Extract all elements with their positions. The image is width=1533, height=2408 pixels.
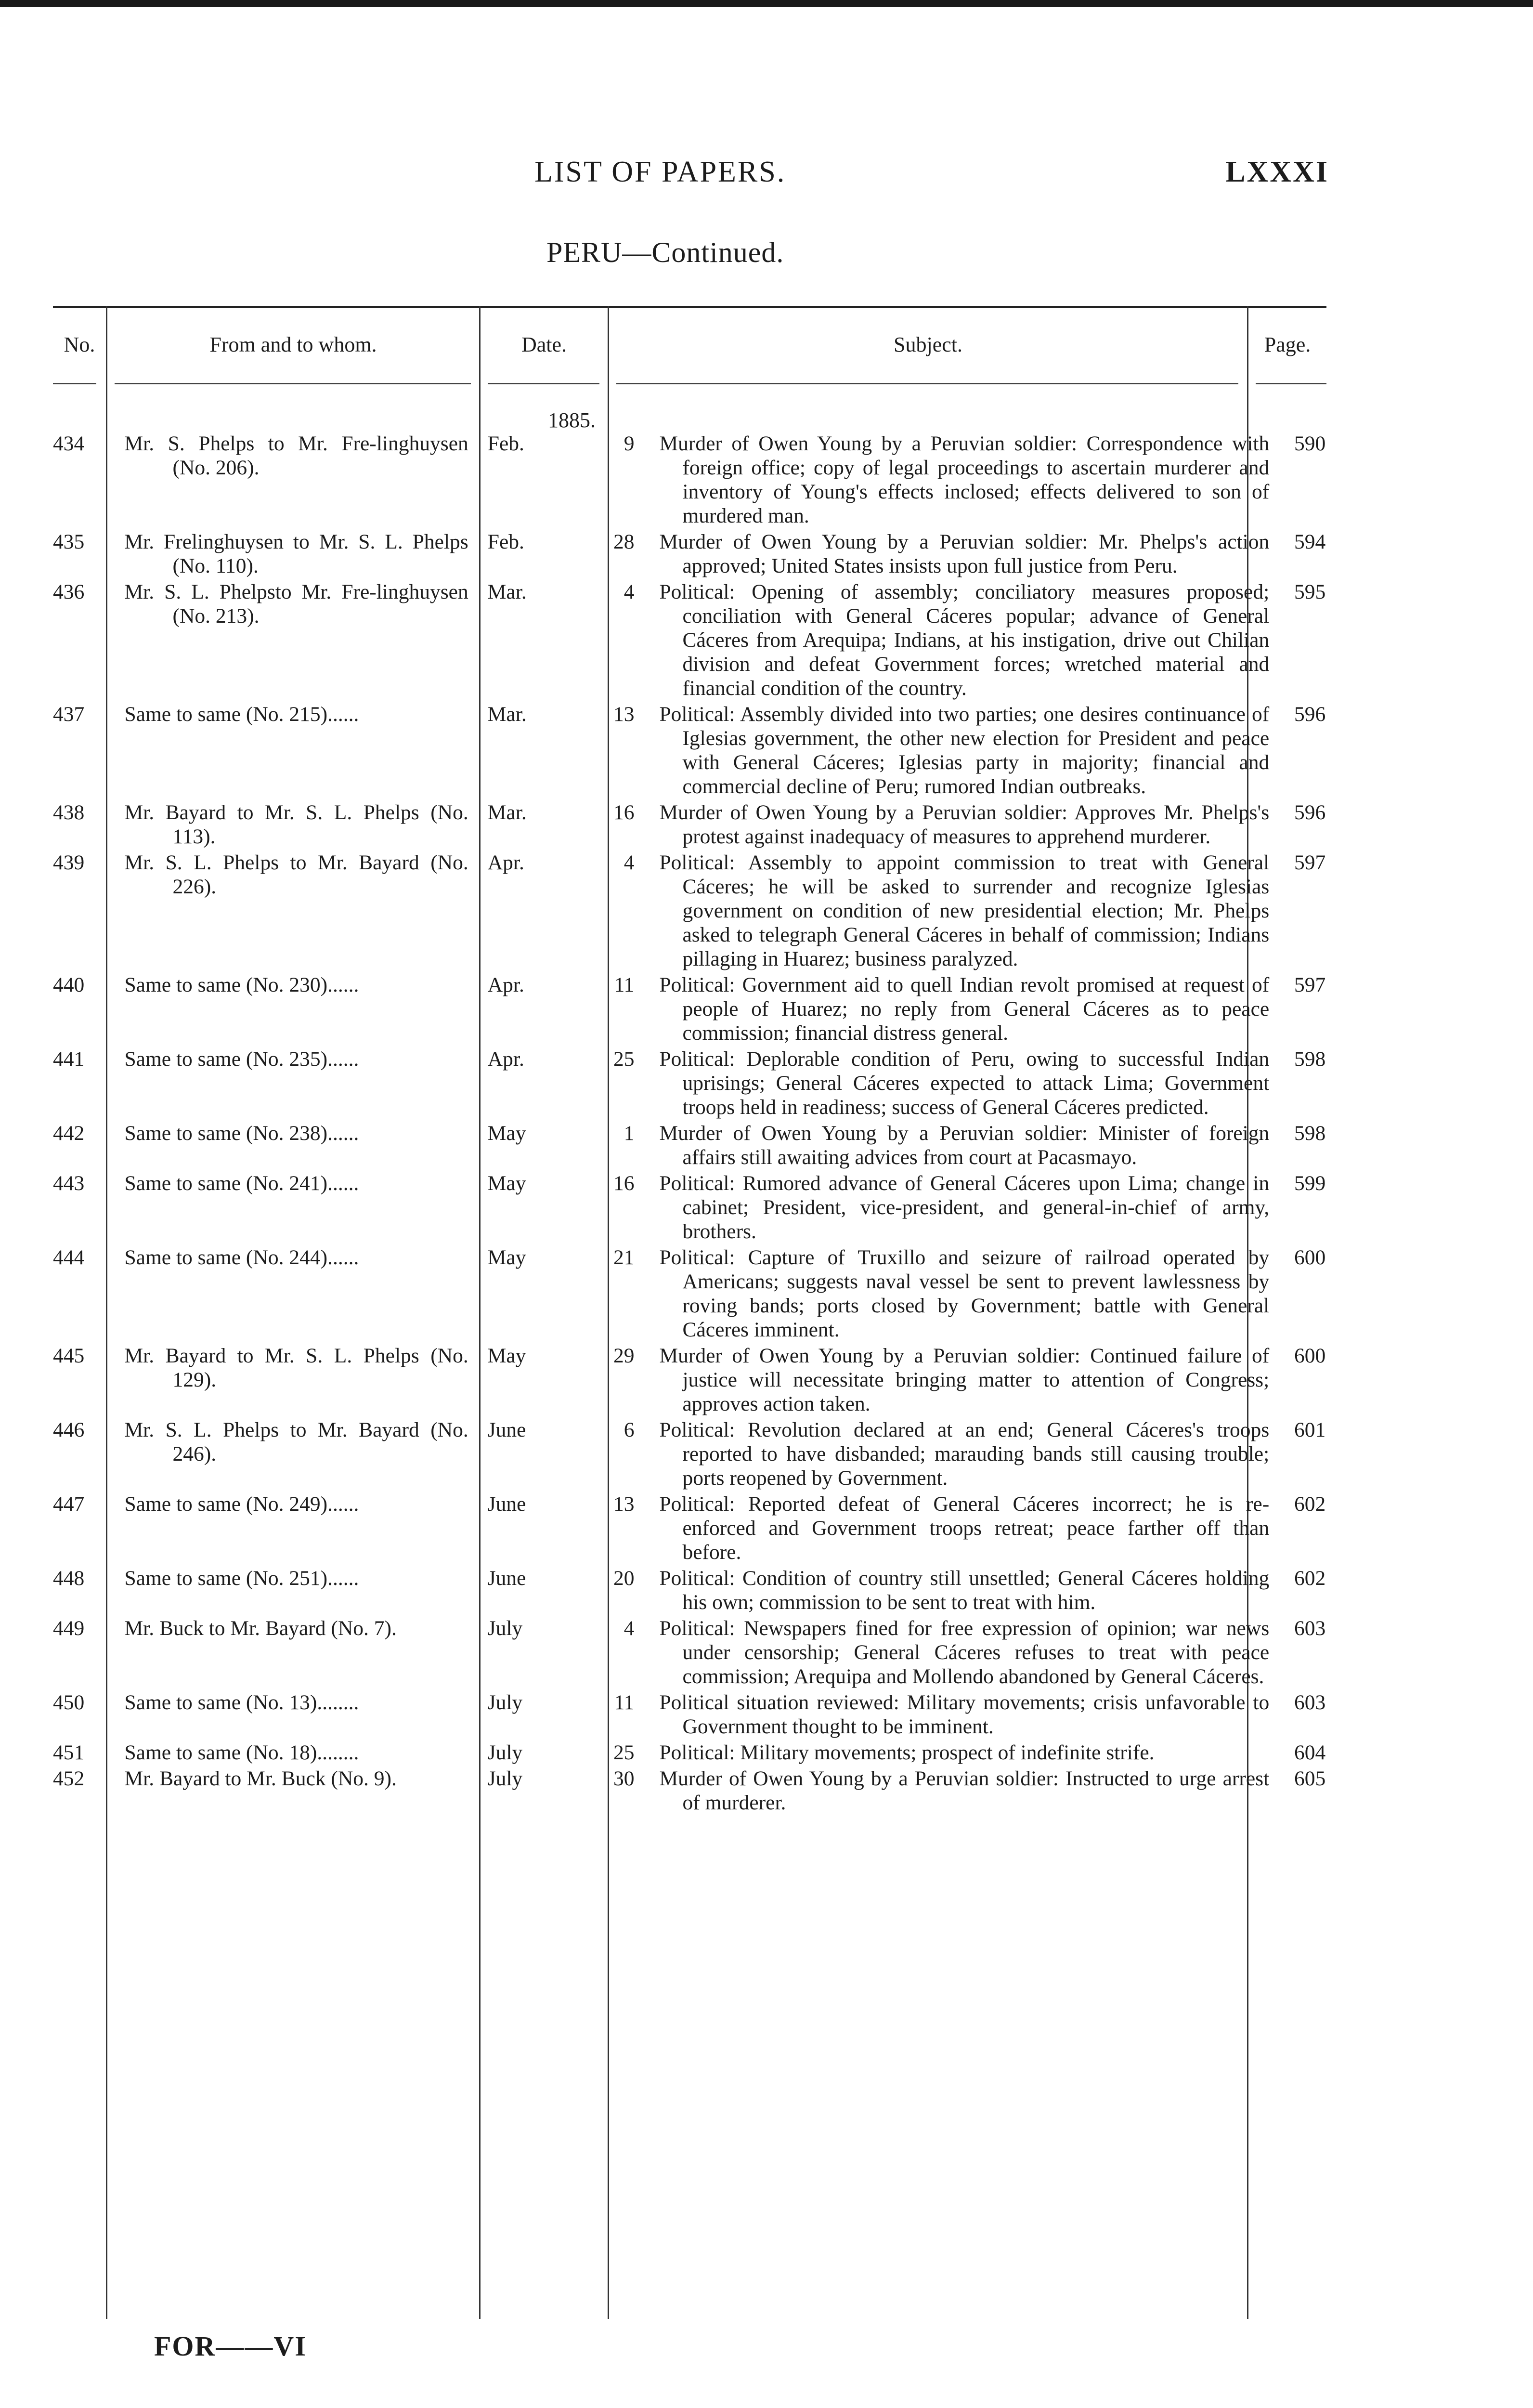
from-and-to: Same to same (No. 249)...... bbox=[124, 1492, 359, 1516]
signature-mark: FOR——VI bbox=[154, 2330, 307, 2362]
row-number: 448 bbox=[53, 1567, 85, 1590]
subject-text: Political: Assembly to appoint commission to treat with General Cáceres; he will be asked to surrender and recognize Iglesias government on condition of new presidential election; Mr. Phelps asked to telegraph General Cáceres in behalf of commission; Indians pillaging in Huarez; business paralyzed. bbox=[659, 851, 1270, 970]
from-and-to: Same to same (No. 215)...... bbox=[124, 703, 359, 726]
page-ref: 598 bbox=[1294, 1047, 1326, 1071]
row-container bbox=[53, 432, 1326, 1815]
table-top-rule bbox=[53, 306, 1326, 308]
date-day: 13 bbox=[613, 703, 635, 726]
table-row bbox=[53, 432, 1326, 528]
subject-text: Political: Condition of country still unsettled; General Cáceres holding his own; commission to be sent to treat with him. bbox=[659, 1567, 1270, 1614]
date-month: Apr. bbox=[487, 851, 524, 874]
row-date bbox=[478, 1418, 654, 1442]
column-header-page: Page. bbox=[1264, 333, 1311, 356]
row-date bbox=[478, 432, 654, 456]
date-month: July bbox=[487, 1767, 523, 1790]
table-row bbox=[53, 1121, 1326, 1169]
header-underline bbox=[616, 383, 1238, 384]
page-ref: 603 bbox=[1294, 1617, 1326, 1640]
row-number: 437 bbox=[53, 703, 85, 726]
date-day: 9 bbox=[624, 432, 635, 455]
from-and-to: Same to same (No. 235)...... bbox=[124, 1047, 359, 1071]
page-ref: 602 bbox=[1294, 1492, 1326, 1516]
from-and-to: Mr. Buck to Mr. Bayard (No. 7). bbox=[124, 1617, 397, 1640]
table-row bbox=[53, 973, 1326, 1045]
table-row bbox=[53, 1741, 1326, 1765]
row-number: 436 bbox=[53, 580, 85, 603]
subject-text: Murder of Owen Young by a Peruvian soldier: Instructed to urge arrest of murderer. bbox=[659, 1767, 1270, 1814]
date-month: Feb. bbox=[487, 432, 524, 455]
date-month: July bbox=[487, 1691, 523, 1714]
date-month: Feb. bbox=[487, 530, 524, 553]
row-number: 442 bbox=[53, 1122, 85, 1145]
top-edge-rule bbox=[0, 0, 1533, 7]
subject-text: Political situation reviewed: Military movements; crisis unfavorable to Government thought to be imminent. bbox=[659, 1691, 1270, 1738]
table-body bbox=[53, 409, 1326, 1817]
row-date bbox=[478, 702, 654, 726]
row-date bbox=[478, 1245, 654, 1269]
row-number: 451 bbox=[53, 1741, 85, 1764]
date-month: Mar. bbox=[487, 580, 527, 603]
page-ref: 604 bbox=[1294, 1741, 1326, 1764]
header-underline bbox=[115, 383, 471, 384]
page-numeral: LXXXI bbox=[1225, 156, 1329, 188]
year-text: 1885. bbox=[548, 408, 596, 432]
date-month: July bbox=[487, 1617, 523, 1640]
subject-text: Political: Rumored advance of General Cáceres upon Lima; change in cabinet; President, vice-president, and general-in-chief of army, brothers. bbox=[659, 1172, 1270, 1243]
subject-text: Political: Revolution declared at an end; General Cáceres's troops reported to have disbanded; marauding bands still causing trouble; ports reopened by Government. bbox=[659, 1418, 1270, 1490]
row-date bbox=[478, 1767, 654, 1791]
from-and-to: Mr. S. L. Phelps to Mr. Bayard (No. 246). bbox=[124, 1418, 468, 1466]
date-month: Apr. bbox=[487, 1047, 524, 1071]
subject-text: Murder of Owen Young by a Peruvian soldier: Approves Mr. Phelps's protest against inadequacy of measures to apprehend murderer. bbox=[659, 801, 1270, 848]
date-month: May bbox=[487, 1172, 526, 1195]
from-and-to: Mr. S. L. Phelpsto Mr. Fre-linghuysen (No. 213). bbox=[124, 580, 468, 628]
from-and-to: Mr. Frelinghuysen to Mr. S. L. Phelps (No. 110). bbox=[124, 530, 468, 577]
page-ref: 600 bbox=[1294, 1246, 1326, 1269]
date-day: 25 bbox=[613, 1047, 635, 1071]
table-row bbox=[53, 702, 1326, 798]
table-row bbox=[53, 580, 1326, 700]
date-day: 16 bbox=[613, 1172, 635, 1195]
row-date bbox=[478, 1690, 654, 1714]
row-number: 444 bbox=[53, 1246, 85, 1269]
date-day: 30 bbox=[613, 1767, 635, 1790]
row-number: 445 bbox=[53, 1344, 85, 1367]
column-header-subject: Subject. bbox=[894, 333, 962, 356]
from-and-to: Same to same (No. 244)...... bbox=[124, 1246, 359, 1269]
page-ref: 590 bbox=[1294, 432, 1326, 455]
from-and-to: Same to same (No. 13)........ bbox=[124, 1691, 359, 1714]
table-row bbox=[53, 1566, 1326, 1614]
page-ref: 603 bbox=[1294, 1691, 1326, 1714]
subject-text: Murder of Owen Young by a Peruvian soldier: Mr. Phelps's action approved; United States insists upon full justice from Peru. bbox=[659, 530, 1270, 577]
from-and-to: Mr. Bayard to Mr. S. L. Phelps (No. 129). bbox=[124, 1344, 468, 1391]
section-title: PERU—Continued. bbox=[546, 236, 784, 268]
date-day: 25 bbox=[613, 1741, 635, 1764]
date-day: 4 bbox=[624, 580, 635, 603]
date-month: June bbox=[487, 1567, 526, 1590]
page-ref: 598 bbox=[1294, 1122, 1326, 1145]
date-day: 28 bbox=[613, 530, 635, 553]
from-and-to: Mr. Bayard to Mr. S. L. Phelps (No. 113). bbox=[124, 801, 468, 848]
page-ref: 596 bbox=[1294, 801, 1326, 824]
table-row bbox=[53, 851, 1326, 971]
page-ref: 600 bbox=[1294, 1344, 1326, 1367]
column-header-from: From and to whom. bbox=[209, 333, 377, 356]
date-month: May bbox=[487, 1344, 526, 1367]
subject-text: Murder of Owen Young by a Peruvian soldier: Continued failure of justice will necessitate bringing matter to attention of Congress; approves action taken. bbox=[659, 1344, 1270, 1415]
date-day: 21 bbox=[613, 1246, 635, 1269]
date-day: 6 bbox=[624, 1418, 635, 1441]
date-month: Apr. bbox=[487, 973, 524, 996]
row-date bbox=[478, 800, 654, 824]
from-and-to: Same to same (No. 230)...... bbox=[124, 973, 359, 996]
row-number: 439 bbox=[53, 851, 85, 874]
date-day: 13 bbox=[613, 1492, 635, 1516]
row-number: 446 bbox=[53, 1418, 85, 1441]
table-row bbox=[53, 1767, 1326, 1815]
row-number: 438 bbox=[53, 801, 85, 824]
date-month: May bbox=[487, 1246, 526, 1269]
table-row bbox=[53, 800, 1326, 849]
subject-text: Political: Assembly divided into two parties; one desires continuance of Iglesias government, the other new election for President and peace with General Cáceres; Iglesias party in majority; financial and commercial decline of Peru; rumored Indian outbreaks. bbox=[659, 703, 1270, 798]
row-date bbox=[478, 1741, 654, 1765]
from-and-to: Mr. Bayard to Mr. Buck (No. 9). bbox=[124, 1767, 397, 1790]
page-ref: 599 bbox=[1294, 1172, 1326, 1195]
page-ref: 597 bbox=[1294, 973, 1326, 996]
row-date bbox=[478, 1047, 654, 1071]
header-underline bbox=[1256, 383, 1326, 384]
column-header-no: No. bbox=[64, 333, 95, 356]
subject-text: Political: Newspapers fined for free expression of opinion; war news under censorship; General Cáceres refuses to treat with peace commission; Arequipa and Mollendo abandoned by General Cáceres. bbox=[659, 1617, 1270, 1688]
date-month: June bbox=[487, 1492, 526, 1516]
table-row bbox=[53, 1047, 1326, 1119]
row-number: 435 bbox=[53, 530, 85, 553]
page-ref: 596 bbox=[1294, 703, 1326, 726]
subject-text: Political: Opening of assembly; conciliatory measures proposed; conciliation with General Cáceres popular; advance of General Cáceres from Arequipa; Indians, at his instigation, drive out Chilian division and defeat Government forces; wretched material and financial condition of the country. bbox=[659, 580, 1270, 700]
from-and-to: Same to same (No. 238)...... bbox=[124, 1122, 359, 1145]
row-number: 449 bbox=[53, 1617, 85, 1640]
table-row bbox=[53, 1690, 1326, 1739]
table-row bbox=[53, 1245, 1326, 1342]
header-underline bbox=[53, 383, 96, 384]
date-day: 4 bbox=[624, 851, 635, 874]
row-number: 443 bbox=[53, 1172, 85, 1195]
subject-text: Political: Government aid to quell Indian revolt promised at request of people of Huarez; no reply from General Cáceres as to peace commission; financial distress general. bbox=[659, 973, 1270, 1045]
date-month: May bbox=[487, 1122, 526, 1145]
year-label bbox=[53, 409, 1326, 432]
row-number: 447 bbox=[53, 1492, 85, 1516]
page-ref: 605 bbox=[1294, 1767, 1326, 1790]
row-date bbox=[478, 1492, 654, 1516]
table-row bbox=[53, 530, 1326, 578]
from-and-to: Same to same (No. 251)...... bbox=[124, 1567, 359, 1590]
row-number: 440 bbox=[53, 973, 85, 996]
row-date bbox=[478, 973, 654, 997]
row-date bbox=[478, 851, 654, 875]
table-row bbox=[53, 1418, 1326, 1490]
row-date bbox=[478, 530, 654, 554]
row-date bbox=[478, 1616, 654, 1640]
row-number: 434 bbox=[53, 432, 85, 455]
subject-text: Murder of Owen Young by a Peruvian soldier: Minister of foreign affairs still awaiting advices from court at Pacasmayo. bbox=[659, 1122, 1270, 1169]
from-and-to: Same to same (No. 241)...... bbox=[124, 1172, 359, 1195]
row-number: 441 bbox=[53, 1047, 85, 1071]
date-day: 20 bbox=[613, 1567, 635, 1590]
page-ref: 595 bbox=[1294, 580, 1326, 603]
header-underline bbox=[488, 383, 599, 384]
row-date bbox=[478, 1566, 654, 1590]
subject-text: Political: Reported defeat of General Cáceres incorrect; he is re-enforced and Government troops retreat; peace farther off than before. bbox=[659, 1492, 1270, 1564]
table-row bbox=[53, 1171, 1326, 1243]
subject-text: Political: Military movements; prospect of indefinite strife. bbox=[659, 1741, 1155, 1764]
table-row bbox=[53, 1492, 1326, 1564]
row-date bbox=[478, 580, 654, 604]
page-ref: 601 bbox=[1294, 1418, 1326, 1441]
column-header-date: Date. bbox=[521, 333, 567, 356]
row-date bbox=[478, 1121, 654, 1145]
date-day: 4 bbox=[624, 1617, 635, 1640]
page-ref: 594 bbox=[1294, 530, 1326, 553]
row-date bbox=[478, 1171, 654, 1195]
subject-text: Murder of Owen Young by a Peruvian soldier: Correspondence with foreign office; copy of legal proceedings to ascertain murderer and inventory of Young's effects inclosed; effects delivered to son of murdered man. bbox=[659, 432, 1270, 527]
from-and-to: Mr. S. L. Phelps to Mr. Bayard (No. 226). bbox=[124, 851, 468, 898]
date-day: 1 bbox=[624, 1122, 635, 1145]
date-day: 11 bbox=[614, 973, 635, 996]
date-day: 29 bbox=[613, 1344, 635, 1367]
papers-table bbox=[53, 306, 1326, 2319]
date-day: 11 bbox=[614, 1691, 635, 1714]
date-month: Mar. bbox=[487, 801, 527, 824]
from-and-to: Same to same (No. 18)........ bbox=[124, 1741, 359, 1764]
date-month: July bbox=[487, 1741, 523, 1764]
date-month: June bbox=[487, 1418, 526, 1441]
table-row bbox=[53, 1616, 1326, 1688]
row-number: 450 bbox=[53, 1691, 85, 1714]
subject-text: Political: Capture of Truxillo and seizure of railroad operated by Americans; suggests naval vessel be sent to prevent lawlessness by roving bands; ports closed by Government; battle with General Cáceres imminent. bbox=[659, 1246, 1270, 1341]
date-day: 16 bbox=[613, 801, 635, 824]
table-row bbox=[53, 1344, 1326, 1416]
row-date bbox=[478, 1344, 654, 1368]
date-month: Mar. bbox=[487, 703, 527, 726]
page-title: LIST OF PAPERS. bbox=[534, 156, 786, 188]
subject-text: Political: Deplorable condition of Peru, owing to successful Indian uprisings; General Cáceres expected to attack Lima; Government troops held in readiness; success of General Cáceres predicted. bbox=[659, 1047, 1270, 1119]
page-ref: 597 bbox=[1294, 851, 1326, 874]
from-and-to: Mr. S. Phelps to Mr. Fre-linghuysen (No. 206). bbox=[124, 432, 468, 479]
page-ref: 602 bbox=[1294, 1567, 1326, 1590]
row-number: 452 bbox=[53, 1767, 85, 1790]
